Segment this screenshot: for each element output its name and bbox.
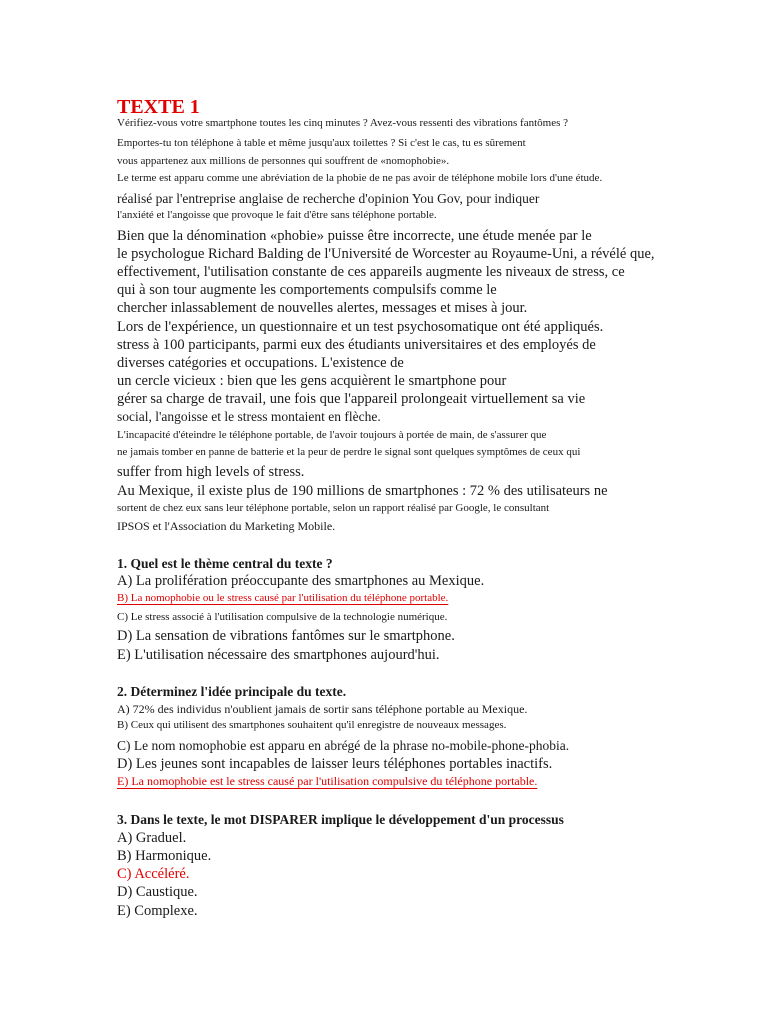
text-line: suffer from high levels of stress. bbox=[117, 464, 305, 480]
question-3-option-e: E) Complexe. bbox=[117, 903, 198, 919]
question-2-prompt: 2. Déterminez l'idée principale du texte. bbox=[117, 684, 347, 699]
text-line: Le terme est apparu comme une abréviation de la phobie de ne pas avoir de téléphone mobile lors d'une étude. bbox=[117, 172, 603, 184]
text-line: stress à 100 participants, parmi eux des étudiants universitaires et des employés de bbox=[117, 337, 596, 353]
question-2-option-d: D) Les jeunes sont incapables de laisser leurs téléphones portables inactifs. bbox=[117, 756, 553, 772]
question-1-prompt: 1. Quel est le thème central du texte ? bbox=[117, 556, 333, 571]
text-line: diverses catégories et occupations. L'existence de bbox=[117, 355, 404, 371]
question-1-option-c: C) Le stress associé à l'utilisation compulsive de la technologie numérique. bbox=[117, 611, 448, 623]
text-line: vous appartenez aux millions de personnes qui souffrent de «nomophobie». bbox=[117, 155, 450, 167]
text-line: social, l'angoisse et le stress montaient en flèche. bbox=[117, 409, 381, 424]
text-line: Vérifiez-vous votre smartphone toutes les cinq minutes ? Avez-vous ressenti des vibrations fantômes ? bbox=[117, 117, 568, 129]
text-line: ne jamais tomber en panne de batterie et la peur de perdre le signal sont quelques symptômes de ceux qui bbox=[117, 446, 581, 458]
question-2-option-c: C) Le nom nomophobie est apparu en abrégé de la phrase no-mobile-phone-phobia. bbox=[117, 738, 570, 753]
question-3-option-c-correct: C) Accéléré. bbox=[117, 866, 190, 882]
text-line: chercher inlassablement de nouvelles alertes, messages et mises à jour. bbox=[117, 300, 528, 316]
question-1-option-b-correct: B) La nomophobie ou le stress causé par l'utilisation du téléphone portable. bbox=[117, 592, 449, 604]
text-line: effectivement, l'utilisation constante de ces appareils augmente les niveaux de stress, ce bbox=[117, 264, 625, 280]
text-line: Au Mexique, il existe plus de 190 millions de smartphones : 72 % des utilisateurs ne bbox=[117, 483, 608, 499]
text-line: Bien que la dénomination «phobie» puisse être incorrecte, une étude menée par le bbox=[117, 228, 592, 244]
text-line: sortent de chez eux sans leur téléphone portable, selon un rapport réalisé par Google, le consultant bbox=[117, 502, 550, 514]
document-title: TEXTE 1 bbox=[117, 96, 200, 118]
text-line: Emportes-tu ton téléphone à table et même jusqu'aux toilettes ? Si c'est le cas, tu es sûrement bbox=[117, 137, 526, 149]
question-3-option-b: B) Harmonique. bbox=[117, 848, 212, 864]
text-line: l'anxiété et l'angoisse que provoque le fait d'être sans téléphone portable. bbox=[117, 209, 437, 221]
text-line: réalisé par l'entreprise anglaise de recherche d'opinion You Gov, pour indiquer bbox=[117, 191, 540, 206]
question-1-option-e: E) L'utilisation nécessaire des smartphones aujourd'hui. bbox=[117, 647, 440, 663]
question-1-option-d: D) La sensation de vibrations fantômes sur le smartphone. bbox=[117, 628, 455, 644]
question-3-option-d: D) Caustique. bbox=[117, 884, 198, 900]
text-line: Lors de l'expérience, un questionnaire et un test psychosomatique ont été appliqués. bbox=[117, 319, 604, 335]
text-line: un cercle vicieux : bien que les gens acquièrent le smartphone pour bbox=[117, 373, 507, 389]
question-2-option-e-correct: E) La nomophobie est le stress causé par l'utilisation compulsive du téléphone portable. bbox=[117, 774, 538, 788]
text-line: qui à son tour augmente les comportements compulsifs comme le bbox=[117, 282, 497, 298]
text-line: L'incapacité d'éteindre le téléphone portable, de l'avoir toujours à portée de main, de s'assurer que bbox=[117, 429, 547, 441]
question-3-prompt: 3. Dans le texte, le mot DISPARER implique le développement d'un processus bbox=[117, 812, 564, 827]
text-line: le psychologue Richard Balding de l'Université de Worcester au Royaume-Uni, a révélé que, bbox=[117, 246, 655, 262]
question-3-option-a: A) Graduel. bbox=[117, 830, 187, 846]
question-1-option-a: A) La prolifération préoccupante des smartphones au Mexique. bbox=[117, 573, 485, 589]
text-line: IPSOS et l'Association du Marketing Mobile. bbox=[117, 519, 336, 533]
question-2-option-a: A) 72% des individus n'oublient jamais de sortir sans téléphone portable au Mexique. bbox=[117, 702, 528, 716]
text-line: gérer sa charge de travail, une fois que l'appareil prolongeait virtuellement sa vie bbox=[117, 391, 586, 407]
question-2-option-b: B) Ceux qui utilisent des smartphones souhaitent qu'il enregistre de nouveaux messages. bbox=[117, 719, 507, 731]
